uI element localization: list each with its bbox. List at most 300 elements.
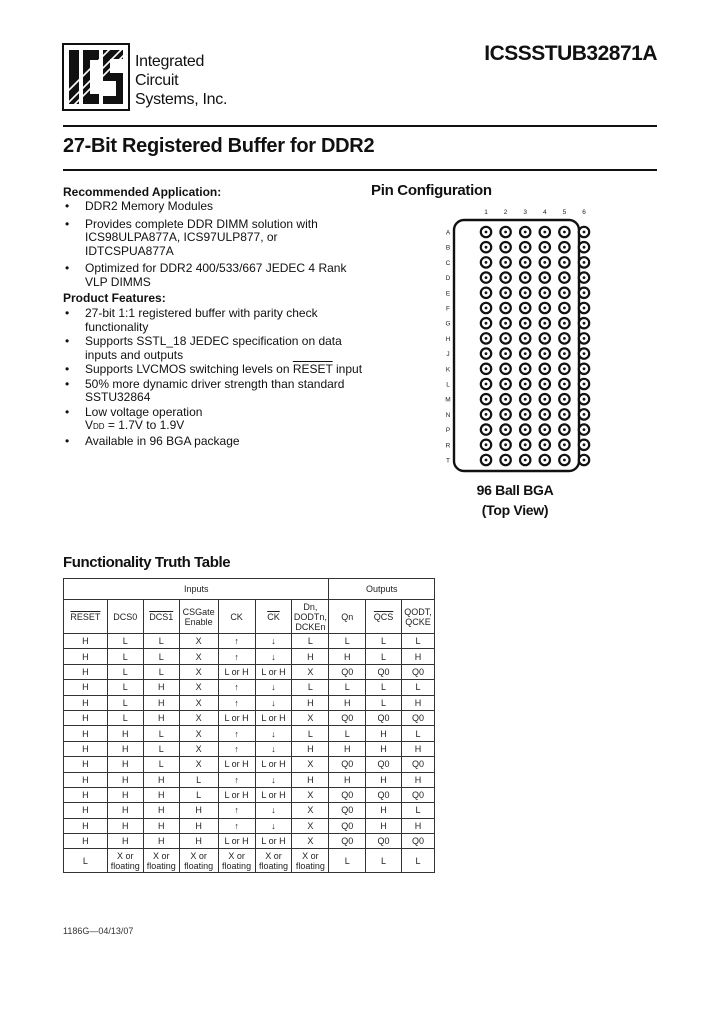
table-cell: L	[143, 649, 179, 664]
company-name	[135, 52, 227, 109]
ball-center	[524, 337, 527, 340]
table-cell: L	[366, 680, 402, 695]
table-cell: H	[107, 772, 143, 787]
table-cell: H	[292, 695, 329, 710]
ball-center	[563, 307, 566, 310]
header-text: RESET	[70, 611, 101, 622]
table-cell: ↓	[255, 772, 292, 787]
table-cell: L	[179, 772, 218, 787]
ball-center	[504, 322, 507, 325]
table-cell: H	[107, 818, 143, 833]
table-cell: H	[329, 695, 366, 710]
table-cell: H	[107, 834, 143, 849]
vdd-spec	[85, 419, 363, 434]
table-row	[64, 695, 435, 710]
ball-center	[563, 352, 566, 355]
table-cell: H	[64, 787, 108, 802]
table-cell: ↑	[218, 818, 255, 833]
list-item: • Available in 96 BGA package	[63, 435, 363, 449]
col-header	[143, 600, 179, 634]
ball-center	[504, 276, 507, 279]
ball-center	[524, 322, 527, 325]
table-cell: L	[401, 726, 434, 741]
table-cell: H	[64, 772, 108, 787]
ball-center	[583, 428, 586, 431]
table-cell: H	[107, 803, 143, 818]
row-label: M	[445, 396, 451, 404]
table-cell: L	[143, 757, 179, 772]
table-cell: ↑	[218, 680, 255, 695]
table-cell: H	[64, 757, 108, 772]
table-cell: Q0	[329, 818, 366, 833]
table-cell: Q0	[329, 803, 366, 818]
ball-center	[504, 367, 507, 370]
table-cell: H	[401, 649, 434, 664]
ball-center	[563, 398, 566, 401]
ball-center	[524, 261, 527, 264]
ball-center	[485, 398, 488, 401]
ball-center	[563, 443, 566, 446]
recommended-list	[63, 200, 363, 289]
ball-center	[563, 261, 566, 264]
ball-center	[485, 322, 488, 325]
company-line: Integrated	[135, 53, 205, 70]
row-label: J	[446, 351, 450, 359]
table-cell: L	[401, 803, 434, 818]
table-cell: L	[107, 695, 143, 710]
table-cell: H	[366, 772, 402, 787]
ball-center	[485, 276, 488, 279]
ball-center	[543, 398, 546, 401]
row-label: L	[446, 381, 450, 389]
table-cell: Q0	[401, 757, 434, 772]
ball-center	[524, 413, 527, 416]
column-label: 2	[503, 209, 508, 216]
ball-center	[485, 337, 488, 340]
table-cell: L	[292, 680, 329, 695]
table-cell: ↑	[218, 803, 255, 818]
table-cell: Q0	[366, 787, 402, 802]
truth-table-title: Functionality Truth Table	[63, 554, 231, 571]
list-item: • Supports SSTL_18 JEDEC specification on data inputs and outputs	[63, 335, 363, 362]
row-label: C	[445, 259, 451, 267]
document-footer: 1186G—04/13/07	[63, 926, 134, 936]
ball-center	[485, 291, 488, 294]
ball-center	[583, 383, 586, 386]
table-cell: H	[64, 834, 108, 849]
table-cell: ↓	[255, 818, 292, 833]
ball-center	[504, 443, 507, 446]
table-cell: H	[64, 741, 108, 756]
column-label: 4	[542, 209, 547, 216]
table-cell: X	[179, 726, 218, 741]
ball-center	[583, 413, 586, 416]
table-cell: H	[107, 741, 143, 756]
row-label: B	[445, 244, 451, 252]
table-cell: Q0	[329, 787, 366, 802]
ball-center	[504, 413, 507, 416]
row-label: T	[446, 457, 450, 465]
table-cell: ↓	[255, 695, 292, 710]
table-cell: X or floating	[218, 849, 255, 873]
table-cell: L	[292, 634, 329, 649]
ball-center	[563, 291, 566, 294]
ball-center	[504, 246, 507, 249]
row-label: F	[446, 305, 450, 313]
table-cell: X	[292, 757, 329, 772]
table-cell: L	[143, 741, 179, 756]
table-cell: H	[366, 726, 402, 741]
table-row	[64, 818, 435, 833]
table-cell: Q0	[366, 710, 402, 725]
table-cell: H	[179, 834, 218, 849]
table-cell: ↑	[218, 741, 255, 756]
table-cell: L	[107, 649, 143, 664]
col-header: DCS0	[107, 600, 143, 634]
table-cell: X or floating	[179, 849, 218, 873]
ball-center	[543, 322, 546, 325]
ball-center	[524, 246, 527, 249]
table-cell: L	[143, 634, 179, 649]
features-heading: Product Features:	[63, 291, 166, 305]
list-item: • Provides complete DDR DIMM solution with ICS98ULPA877A, ICS97ULP877, or IDTCSPUA877A	[63, 218, 363, 259]
table-cell: H	[143, 772, 179, 787]
table-cell: X	[179, 680, 218, 695]
column-label: 5	[562, 209, 567, 216]
ball-center	[504, 352, 507, 355]
table-cell: H	[401, 818, 434, 833]
table-cell: X or floating	[292, 849, 329, 873]
header-rule	[63, 125, 657, 127]
table-cell: H	[366, 803, 402, 818]
ball-center	[543, 231, 546, 234]
table-row	[64, 710, 435, 725]
ball-center	[485, 352, 488, 355]
table-cell: Q0	[401, 787, 434, 802]
ball-center	[543, 246, 546, 249]
table-cell: Q0	[401, 834, 434, 849]
table-cell: L or H	[218, 664, 255, 679]
page-title: 27-Bit Registered Buffer for DDR2	[63, 135, 375, 157]
table-cell: Q0	[329, 757, 366, 772]
ball-center	[524, 291, 527, 294]
table-row	[64, 787, 435, 802]
table-cell: H	[179, 803, 218, 818]
table-cell: X	[179, 664, 218, 679]
table-cell: L	[401, 634, 434, 649]
ball-center	[563, 459, 566, 462]
ball-center	[485, 443, 488, 446]
row-label: P	[445, 427, 451, 435]
table-cell: H	[64, 726, 108, 741]
ball-center	[504, 383, 507, 386]
ball-center	[504, 337, 507, 340]
table-cell: L	[366, 695, 402, 710]
table-cell: L or H	[218, 710, 255, 725]
table-cell: L	[64, 849, 108, 873]
col-header: Dn, DODTn, DCKEn	[293, 601, 327, 632]
table-cell: L	[401, 680, 434, 695]
table-cell: X	[292, 710, 329, 725]
text-part: = 1.7V to 1.9V	[104, 418, 185, 432]
text-part: • Low voltage operation	[85, 404, 203, 419]
truth-table	[63, 578, 435, 873]
row-label: H	[445, 335, 451, 343]
table-cell: H	[64, 803, 108, 818]
table-cell: H	[401, 741, 434, 756]
table-cell: H	[107, 787, 143, 802]
table-cell: H	[143, 834, 179, 849]
ball-center	[543, 413, 546, 416]
row-label: K	[445, 366, 451, 374]
text-part: input	[332, 362, 363, 376]
ball-center	[524, 367, 527, 370]
ball-center	[524, 276, 527, 279]
ball-center	[524, 383, 527, 386]
ball-center	[563, 413, 566, 416]
ball-center	[583, 261, 586, 264]
ball-center	[583, 307, 586, 310]
ball-center	[543, 291, 546, 294]
header-text: $\overline{CK}$	[267, 611, 280, 622]
table-cell: L	[366, 849, 402, 873]
ball-center	[485, 261, 488, 264]
ball-center	[485, 367, 488, 370]
ball-center	[563, 383, 566, 386]
table-cell: L	[107, 680, 143, 695]
table-row	[64, 664, 435, 679]
ball-center	[583, 291, 586, 294]
col-header: CSGate Enable	[179, 600, 218, 634]
table-cell: L or H	[255, 757, 292, 772]
table-cell: H	[64, 664, 108, 679]
table-cell: L or H	[255, 834, 292, 849]
row-label: D	[445, 275, 451, 283]
title-rule	[63, 169, 657, 171]
table-cell: L	[179, 787, 218, 802]
header-text: $\overline{QCS}$	[373, 611, 394, 622]
table-cell: H	[143, 695, 179, 710]
ball-center	[485, 413, 488, 416]
ball-center	[583, 367, 586, 370]
table-cell: L	[329, 726, 366, 741]
table-cell: H	[292, 649, 329, 664]
row-label: G	[445, 320, 451, 328]
table-cell: ↓	[255, 726, 292, 741]
ball-center	[583, 322, 586, 325]
ball-center	[543, 307, 546, 310]
table-cell: ↑	[218, 772, 255, 787]
caption-line: (Top View)	[481, 502, 549, 518]
ball-center	[543, 459, 546, 462]
list-item: • 27-bit 1:1 registered buffer with parity check functionality	[63, 307, 363, 334]
table-cell: X	[179, 634, 218, 649]
table-cell: X or floating	[107, 849, 143, 873]
ball-center	[543, 261, 546, 264]
table-cell: X	[179, 649, 218, 664]
ball-center	[504, 459, 507, 462]
header-text: DCS1	[149, 611, 174, 622]
ball-center	[563, 322, 566, 325]
table-cell: X	[179, 710, 218, 725]
table-cell: L or H	[218, 834, 255, 849]
table-cell: ↓	[255, 680, 292, 695]
table-cell: Q0	[366, 664, 402, 679]
table-row	[64, 726, 435, 741]
table-cell: L	[292, 726, 329, 741]
col-header: CK	[218, 600, 255, 634]
table-cell: ↓	[255, 803, 292, 818]
features-list	[63, 307, 363, 448]
table-cell: H	[64, 710, 108, 725]
row-label: N	[445, 411, 451, 419]
caption-line: 96 Ball BGA	[476, 482, 554, 498]
inputs-group-header: Inputs	[64, 579, 329, 600]
row-label: R	[445, 442, 451, 450]
ball-center	[485, 428, 488, 431]
ball-center	[485, 231, 488, 234]
table-cell: X	[292, 834, 329, 849]
column-label: 6	[582, 209, 586, 216]
list-item	[63, 406, 363, 434]
list-item: • 50% more dynamic driver strength than standard SSTU32864	[63, 378, 363, 405]
table-cell: X	[179, 695, 218, 710]
ball-center	[583, 276, 586, 279]
ball-center	[563, 337, 566, 340]
table-cell: H	[401, 695, 434, 710]
table-cell: X	[179, 741, 218, 756]
ball-center	[524, 352, 527, 355]
table-row	[64, 680, 435, 695]
ball-center	[583, 398, 586, 401]
col-header: QODT, QCKE	[401, 600, 434, 634]
column-label: 1	[484, 209, 488, 216]
table-row	[64, 757, 435, 772]
table-row	[64, 834, 435, 849]
table-cell: Q0	[401, 664, 434, 679]
ball-center	[504, 307, 507, 310]
table-cell: H	[179, 818, 218, 833]
ball-center	[524, 398, 527, 401]
table-cell: H	[292, 741, 329, 756]
table-cell: ↑	[218, 726, 255, 741]
table-cell: H	[64, 634, 108, 649]
table-cell: L	[143, 726, 179, 741]
table-cell: L or H	[255, 664, 292, 679]
table-cell: H	[329, 772, 366, 787]
table-cell: Q0	[366, 834, 402, 849]
table-cell: H	[366, 818, 402, 833]
ball-center	[504, 428, 507, 431]
column-label: 3	[523, 209, 528, 216]
ball-center	[504, 231, 507, 234]
table-cell: H	[64, 680, 108, 695]
ball-center	[543, 337, 546, 340]
table-cell: L or H	[255, 710, 292, 725]
ball-center	[524, 443, 527, 446]
table-cell: X	[292, 818, 329, 833]
ball-center	[563, 231, 566, 234]
table-cell: X or floating	[143, 849, 179, 873]
company-line: Circuit	[135, 72, 179, 89]
table-cell: ↑	[218, 649, 255, 664]
ball-center	[583, 443, 586, 446]
table-row	[64, 803, 435, 818]
table-row	[64, 649, 435, 664]
ball-center	[485, 246, 488, 249]
table-cell: Q0	[329, 710, 366, 725]
ics-logo	[63, 44, 129, 110]
ball-center	[563, 428, 566, 431]
ball-center	[524, 231, 527, 234]
row-label: E	[445, 290, 451, 298]
table-cell: H	[64, 649, 108, 664]
ball-center	[543, 383, 546, 386]
ball-center	[485, 459, 488, 462]
list-item	[63, 363, 363, 377]
table-cell: H	[329, 741, 366, 756]
table-cell: H	[329, 649, 366, 664]
table-cell: L	[329, 849, 366, 873]
table-cell: L	[366, 649, 402, 664]
ball-center	[583, 352, 586, 355]
ball-center	[524, 459, 527, 462]
list-item: • DDR2 Memory Modules	[63, 200, 363, 214]
ball-center	[583, 231, 586, 234]
pin-config-caption	[450, 480, 580, 520]
table-cell: X	[292, 664, 329, 679]
text-part: V	[85, 418, 94, 432]
table-cell: H	[143, 710, 179, 725]
ball-center	[583, 459, 586, 462]
table-cell: Q0	[329, 834, 366, 849]
ball-center	[485, 307, 488, 310]
table-row	[64, 849, 435, 873]
part-number: ICSSSTUB32871A	[484, 42, 657, 65]
table-cell: ↑	[218, 695, 255, 710]
table-cell: L	[107, 710, 143, 725]
pin-config-title: Pin Configuration	[371, 182, 492, 199]
ball-center	[485, 383, 488, 386]
ball-center	[583, 337, 586, 340]
table-cell: L	[329, 634, 366, 649]
list-item: • Optimized for DDR2 400/533/667 JEDEC 4 Rank VLP DIMMS	[63, 262, 363, 289]
table-cell: H	[64, 695, 108, 710]
table-cell: ↓	[255, 634, 292, 649]
col-header: Qn	[329, 600, 366, 634]
outputs-group-header: Outputs	[329, 579, 435, 600]
table-cell: X	[179, 757, 218, 772]
table-cell: Q0	[401, 710, 434, 725]
table-cell: H	[366, 741, 402, 756]
reset-signal: RESET	[292, 362, 333, 376]
table-cell: L	[107, 634, 143, 649]
ball-center	[543, 367, 546, 370]
table-cell: X or floating	[255, 849, 292, 873]
table-cell: H	[401, 772, 434, 787]
ball-center	[583, 246, 586, 249]
table-cell: ↑	[218, 634, 255, 649]
table-cell: H	[107, 757, 143, 772]
ball-center	[563, 276, 566, 279]
subscript: DD	[93, 422, 105, 431]
table-cell: L	[329, 680, 366, 695]
ball-center	[524, 428, 527, 431]
text-part: Supports LVCMOS switching levels on	[85, 362, 293, 376]
ball-center	[543, 276, 546, 279]
table-cell: H	[107, 726, 143, 741]
company-line: Systems, Inc.	[135, 91, 228, 108]
